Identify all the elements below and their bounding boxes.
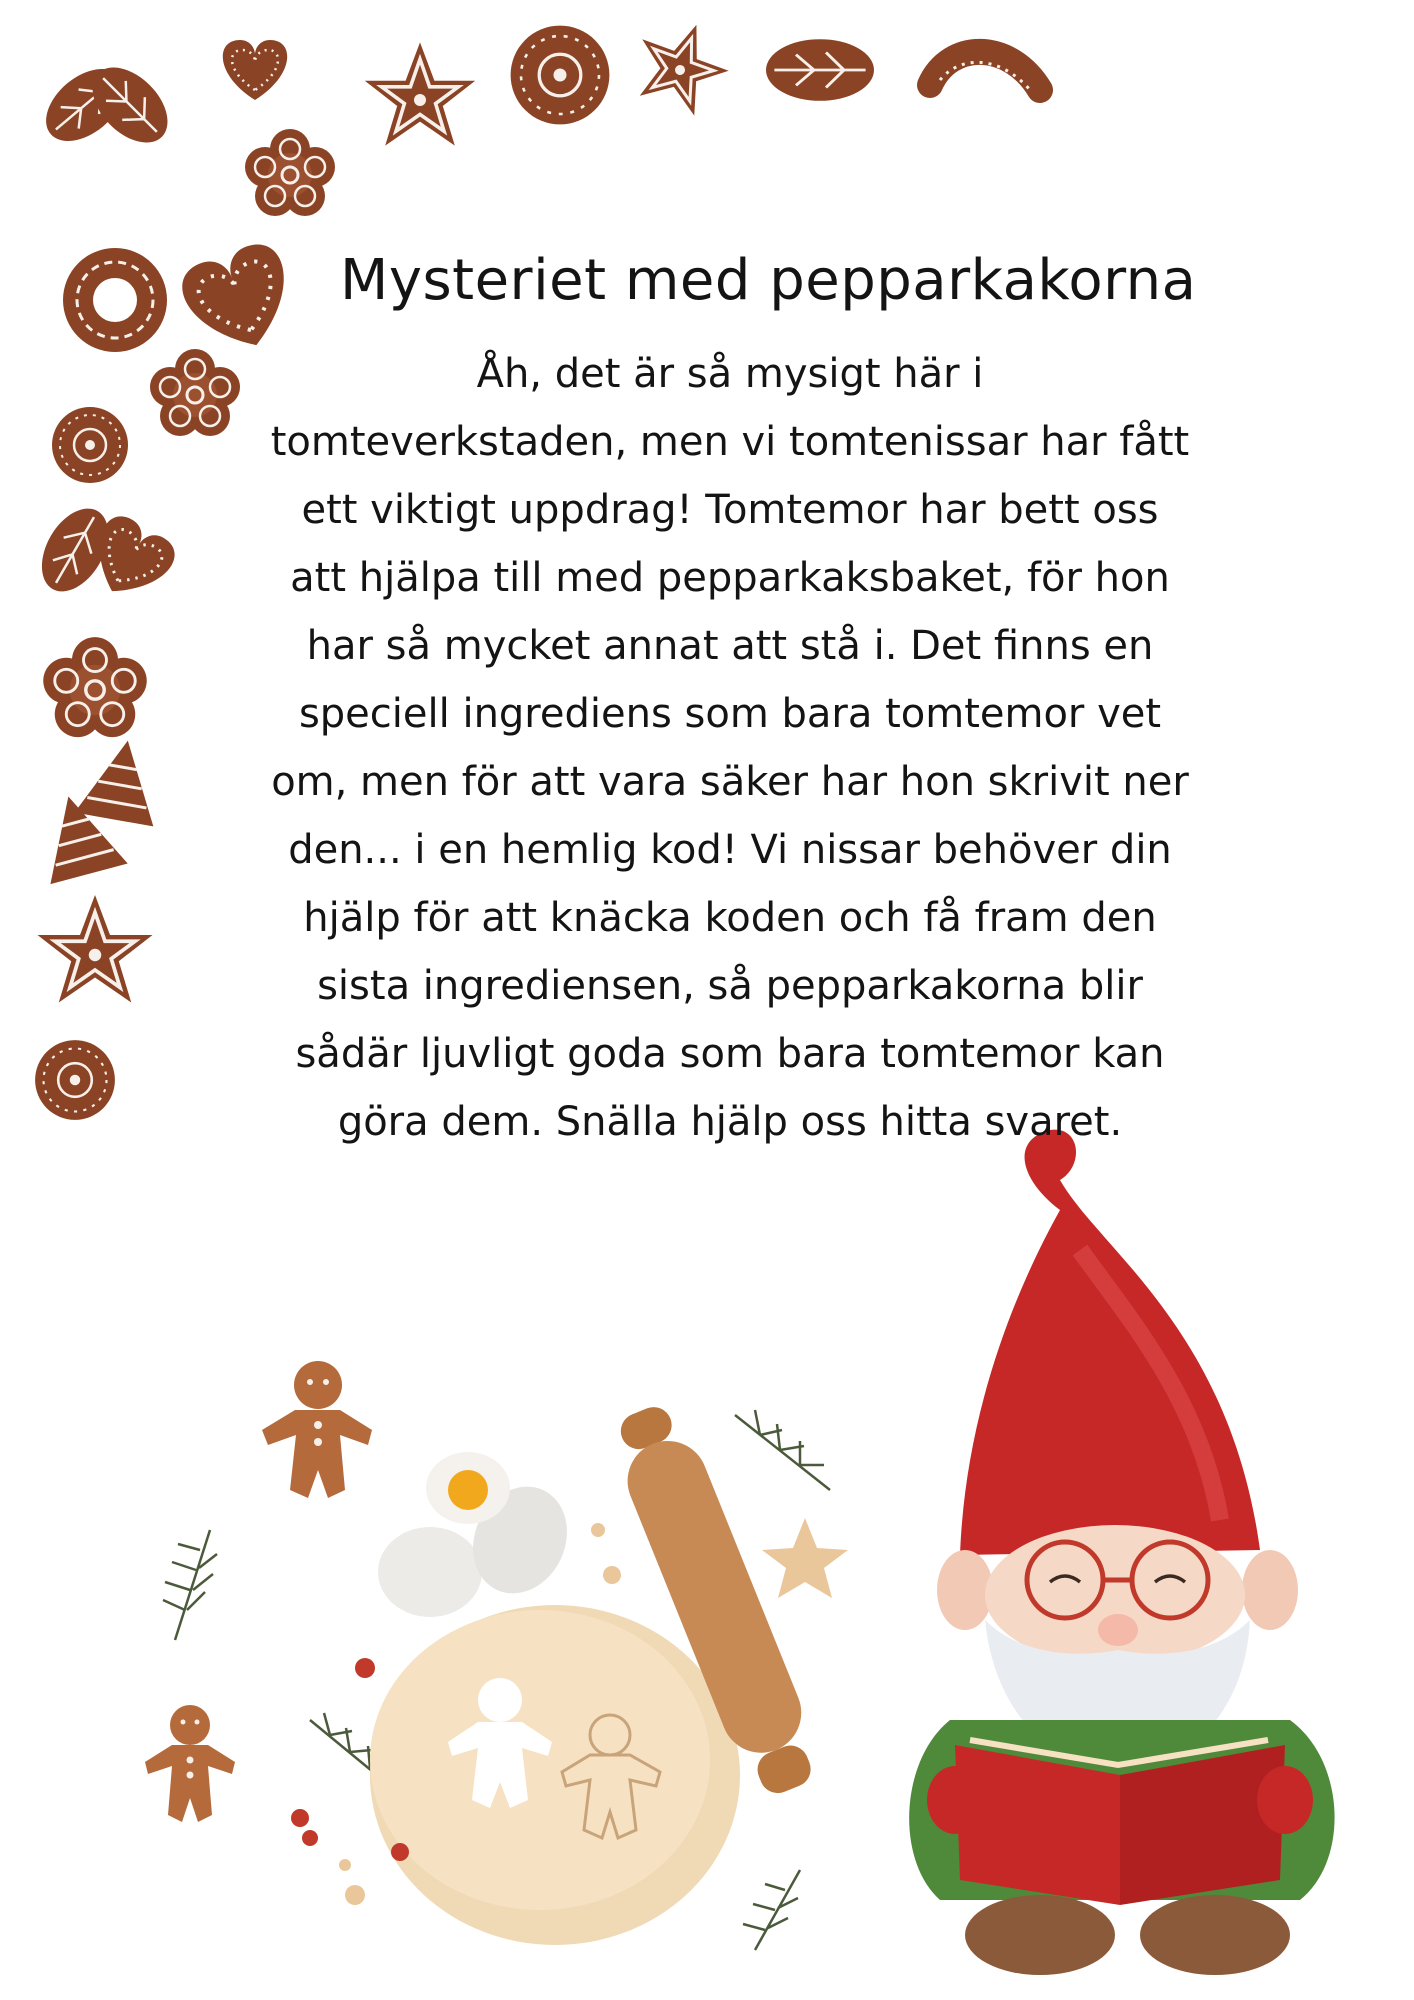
story-line: om, men för att vara säker har hon skrivit ner (271, 759, 1189, 805)
story-line: har så mycket annat att stå i. Det finns en (306, 623, 1154, 669)
story-line: hjälp för att knäcka koden och få fram den (303, 895, 1157, 941)
story-line: den... i en hemlig kod! Vi nissar behöver din (288, 827, 1172, 873)
story-line: tomteverkstaden, men vi tomtenissar har fått (270, 419, 1190, 465)
story-line: speciell ingrediens som bara tomtemor vet (298, 691, 1162, 737)
story-line: sista ingrediensen, så pepparkakorna blir (317, 963, 1143, 1009)
page-title: Mysteriet med pepparkakorna (340, 248, 1197, 313)
story-line: att hjälpa till med pepparkaksbaket, för hon (290, 555, 1170, 601)
story-line: göra dem. Snälla hjälp oss hitta svaret. (337, 1099, 1123, 1145)
story-line: Åh, det är så mysigt här i (476, 351, 984, 397)
story-line: sådär ljuvligt goda som bara tomtemor kan (295, 1031, 1165, 1077)
story-line: ett viktigt uppdrag! Tomtemor har bett oss (301, 487, 1159, 533)
story-text (235, 340, 1225, 1156)
